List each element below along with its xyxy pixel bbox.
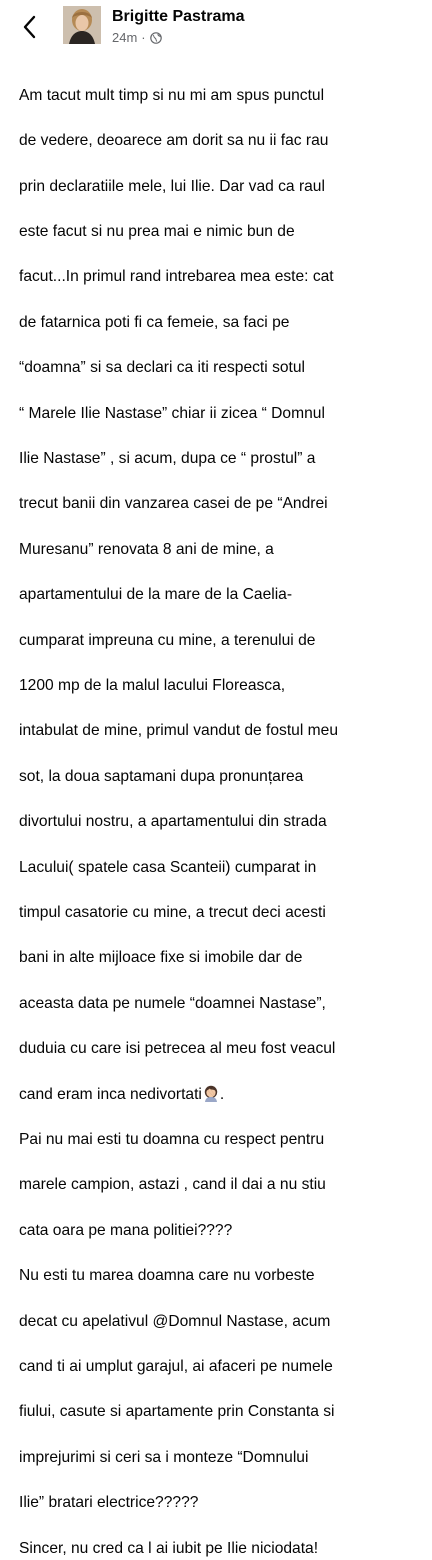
post-line: cand eram inca nedivortati xyxy=(19,1085,202,1103)
post-line: Ilie” bratari electrice????? xyxy=(19,1494,199,1512)
post-line: de fatarnica poti fi ca femeie, sa faci pe xyxy=(19,313,290,331)
post-line: timpul casatorie cu mine, a trecut deci acesti xyxy=(19,904,326,922)
post-line: Am tacut mult timp si nu mi am spus punctul xyxy=(19,86,325,104)
post-line: Pai nu mai esti tu doamna cu respect pentru xyxy=(19,1131,325,1149)
post-line: Ilie Nastase” , si acum, dupa ce “ prostul” a xyxy=(19,449,316,467)
post-line: cand ti ai umplut garajul, ai afaceri pe numele xyxy=(19,1358,333,1376)
post-line: Muresanu” renovata 8 ani de mine, a xyxy=(19,540,274,558)
woman-facepalming-emoji xyxy=(202,1084,220,1102)
author-name[interactable]: Brigitte Pastrama xyxy=(112,8,245,25)
post-line: aceasta data pe numele “doamnei Nastase”, xyxy=(19,994,326,1012)
post-line: Lacului( spatele casa Scanteii) cumparat in xyxy=(19,858,317,876)
post-line: duduia cu care isi petrecea al meu fost veacul xyxy=(19,1040,336,1058)
post-line: “doamna” si sa declari ca iti respecti sotul xyxy=(19,359,306,377)
post-line: sot, la doua saptamani dupa pronunțarea xyxy=(19,767,304,785)
post-body xyxy=(19,62,421,1560)
meta-separator: · xyxy=(141,30,146,45)
post-line: cata oara pe mana politiei???? xyxy=(19,1221,233,1239)
post-line: facut...In primul rand intrebarea mea este: cat xyxy=(19,268,334,286)
post-line: 1200 mp de la malul lacului Floreasca, xyxy=(19,676,286,694)
emoji-line-end: . xyxy=(219,1085,225,1103)
avatar[interactable] xyxy=(63,6,101,44)
post-line: de vedere, deoarece am dorit sa nu ii fac rau xyxy=(19,132,329,150)
post-time[interactable]: 24m xyxy=(112,30,138,45)
post-line: Sincer, nu cred ca l ai iubit pe Ilie niciodata! xyxy=(19,1539,319,1557)
post-line: trecut banii din vanzarea casei de pe “Andrei xyxy=(19,495,328,513)
post-line: decat cu apelativul @Domnul Nastase, acum xyxy=(19,1312,331,1330)
post-line: bani in alte mijloace fixe si imobile dar de xyxy=(19,949,303,967)
back-button[interactable] xyxy=(14,12,44,42)
post-line: apartamentului de la mare de la Caelia- xyxy=(19,586,293,604)
post-line: divortului nostru, a apartamentului din strada xyxy=(19,813,327,831)
bottom-edge xyxy=(0,744,432,750)
post-line: prin declaratiile mele, lui Ilie. Dar vad ca raul xyxy=(19,177,325,195)
post-line: imprejurimi si ceri sa i monteze “Domnului xyxy=(19,1448,309,1466)
globe-icon[interactable] xyxy=(150,32,162,44)
post-line: Nu esti tu marea doamna care nu vorbeste xyxy=(19,1267,315,1285)
profile-photo xyxy=(63,6,101,44)
post-line: marele campion, astazi , cand il dai a nu stiu xyxy=(19,1176,326,1194)
chevron-left-icon xyxy=(22,15,36,39)
post-meta xyxy=(112,30,162,45)
post-line: cumparat impreuna cu mine, a terenului de xyxy=(19,631,316,649)
post-line: fiului, casute si apartamente prin Constanta si xyxy=(19,1403,335,1421)
post-header xyxy=(0,0,432,56)
post-line: “ Marele Ilie Nastase” chiar ii zicea “ Domnul xyxy=(19,404,325,422)
post-line: este facut si nu prea mai e nimic bun de xyxy=(19,222,295,240)
post-line: intabulat de mine, primul vandut de fostul meu xyxy=(19,722,338,740)
